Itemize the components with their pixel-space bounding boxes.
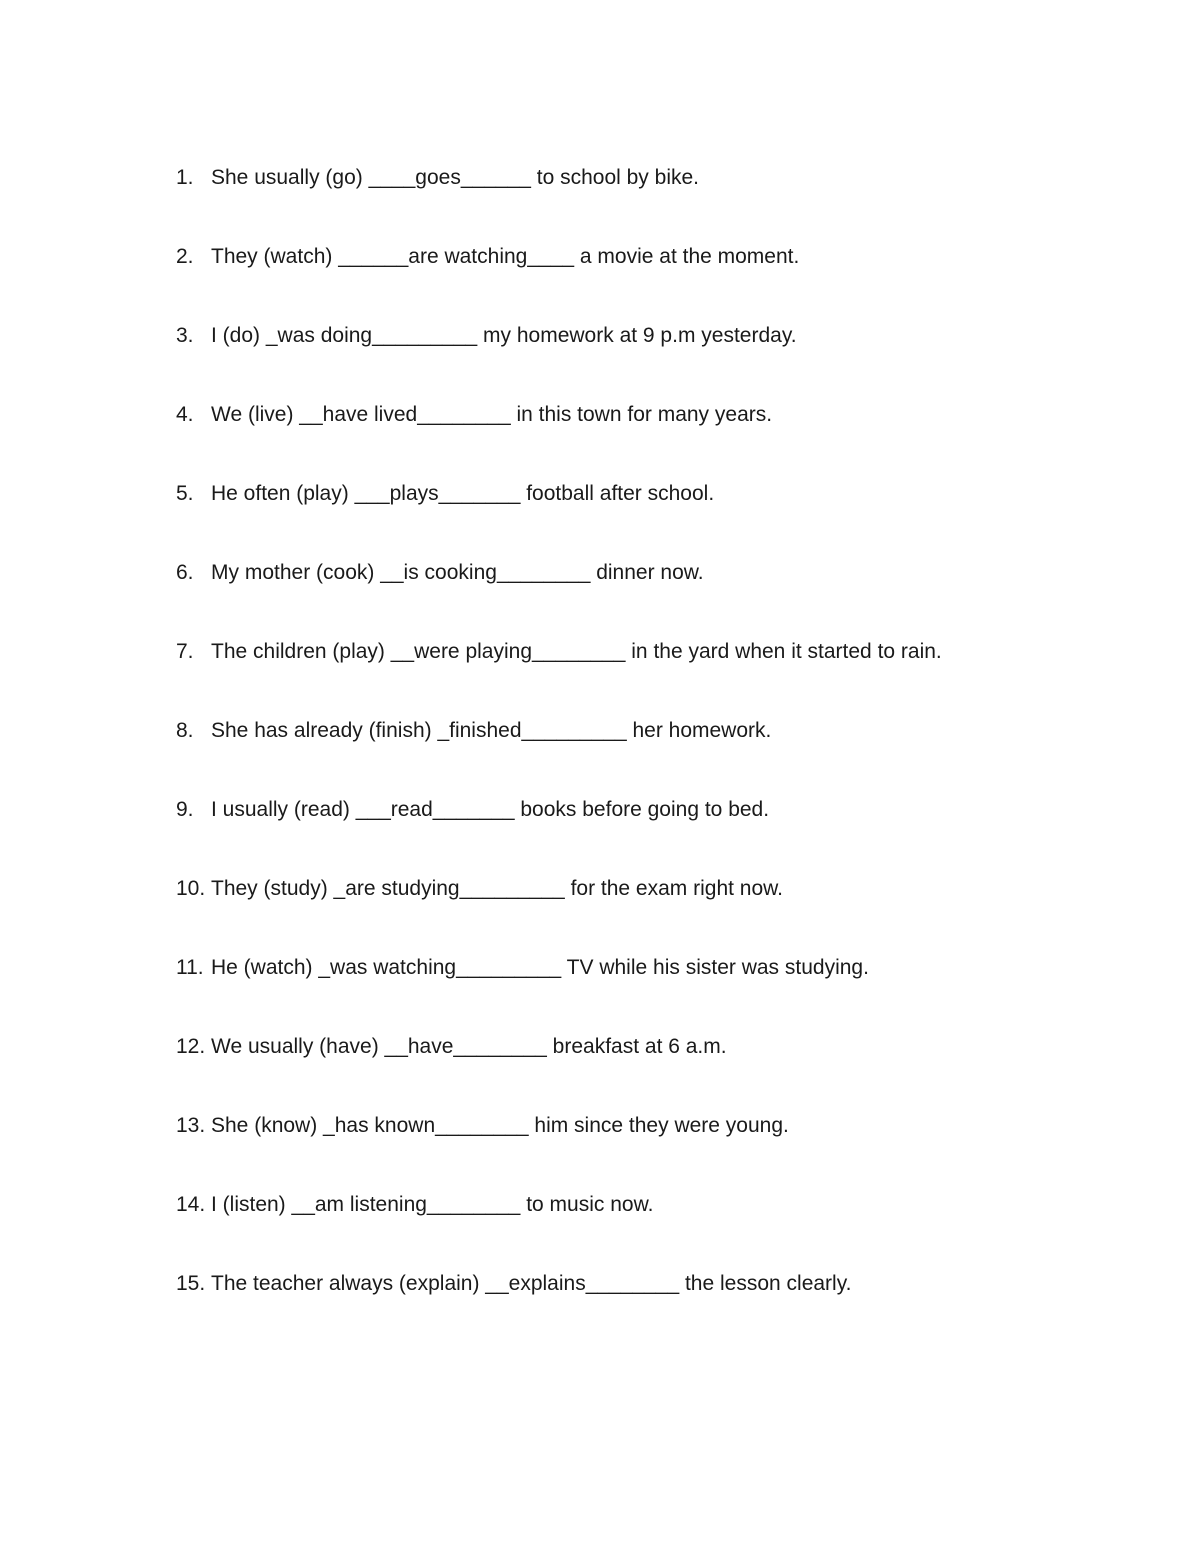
exercise-item: [176, 795, 942, 874]
item-sentence: I (do) _was doing_________ my homework at 9 p.m yesterday.: [211, 324, 797, 347]
exercise-item: [176, 1032, 942, 1111]
item-sentence: We usually (have) __have________ breakfast at 6 a.m.: [211, 1035, 727, 1058]
exercise-item: [176, 874, 942, 953]
exercise-item: [176, 1111, 942, 1190]
item-number: 12.: [176, 1035, 206, 1058]
item-number: 14.: [176, 1193, 206, 1216]
item-number: 13.: [176, 1114, 206, 1137]
item-number: 1.: [176, 166, 194, 189]
item-number: 6.: [176, 561, 194, 584]
item-number: 4.: [176, 403, 194, 426]
exercise-item: [176, 242, 942, 321]
item-number: 5.: [176, 482, 194, 505]
exercise-item: [176, 637, 942, 716]
exercise-item: [176, 558, 942, 637]
exercise-item: [176, 479, 942, 558]
item-number: 3.: [176, 324, 194, 347]
item-sentence: He often (play) ___plays_______ football after school.: [211, 482, 715, 505]
exercise-item: [176, 400, 942, 479]
item-sentence: I usually (read) ___read_______ books before going to bed.: [211, 798, 770, 821]
item-sentence: My mother (cook) __is cooking________ dinner now.: [211, 561, 704, 584]
exercise-item: [176, 716, 942, 795]
exercise-list: [176, 163, 942, 1348]
exercise-item: [176, 321, 942, 400]
item-sentence: She usually (go) ____goes______ to school by bike.: [211, 166, 700, 189]
item-sentence: She (know) _has known________ him since they were young.: [211, 1114, 789, 1137]
item-number: 10.: [176, 877, 206, 900]
item-sentence: The teacher always (explain) __explains________ the lesson clearly.: [211, 1272, 852, 1295]
item-sentence: The children (play) __were playing________ in the yard when it started to rain.: [211, 640, 942, 663]
item-number: 8.: [176, 719, 194, 742]
exercise-item: [176, 1190, 942, 1269]
exercise-item: [176, 953, 942, 1032]
item-sentence: They (watch) ______are watching____ a movie at the moment.: [211, 245, 800, 268]
item-sentence: I (listen) __am listening________ to music now.: [211, 1193, 654, 1216]
item-sentence: He (watch) _was watching_________ TV while his sister was studying.: [211, 956, 869, 979]
item-sentence: She has already (finish) _finished_________ her homework.: [211, 719, 772, 742]
item-sentence: We (live) __have lived________ in this town for many years.: [211, 403, 773, 426]
item-number: 2.: [176, 245, 194, 268]
item-number: 7.: [176, 640, 194, 663]
exercise-item: [176, 163, 942, 242]
item-number: 15.: [176, 1272, 206, 1295]
exercise-item: [176, 1269, 942, 1348]
item-number: 9.: [176, 798, 194, 821]
item-number: 11.: [176, 956, 204, 979]
item-sentence: They (study) _are studying_________ for the exam right now.: [211, 877, 784, 900]
